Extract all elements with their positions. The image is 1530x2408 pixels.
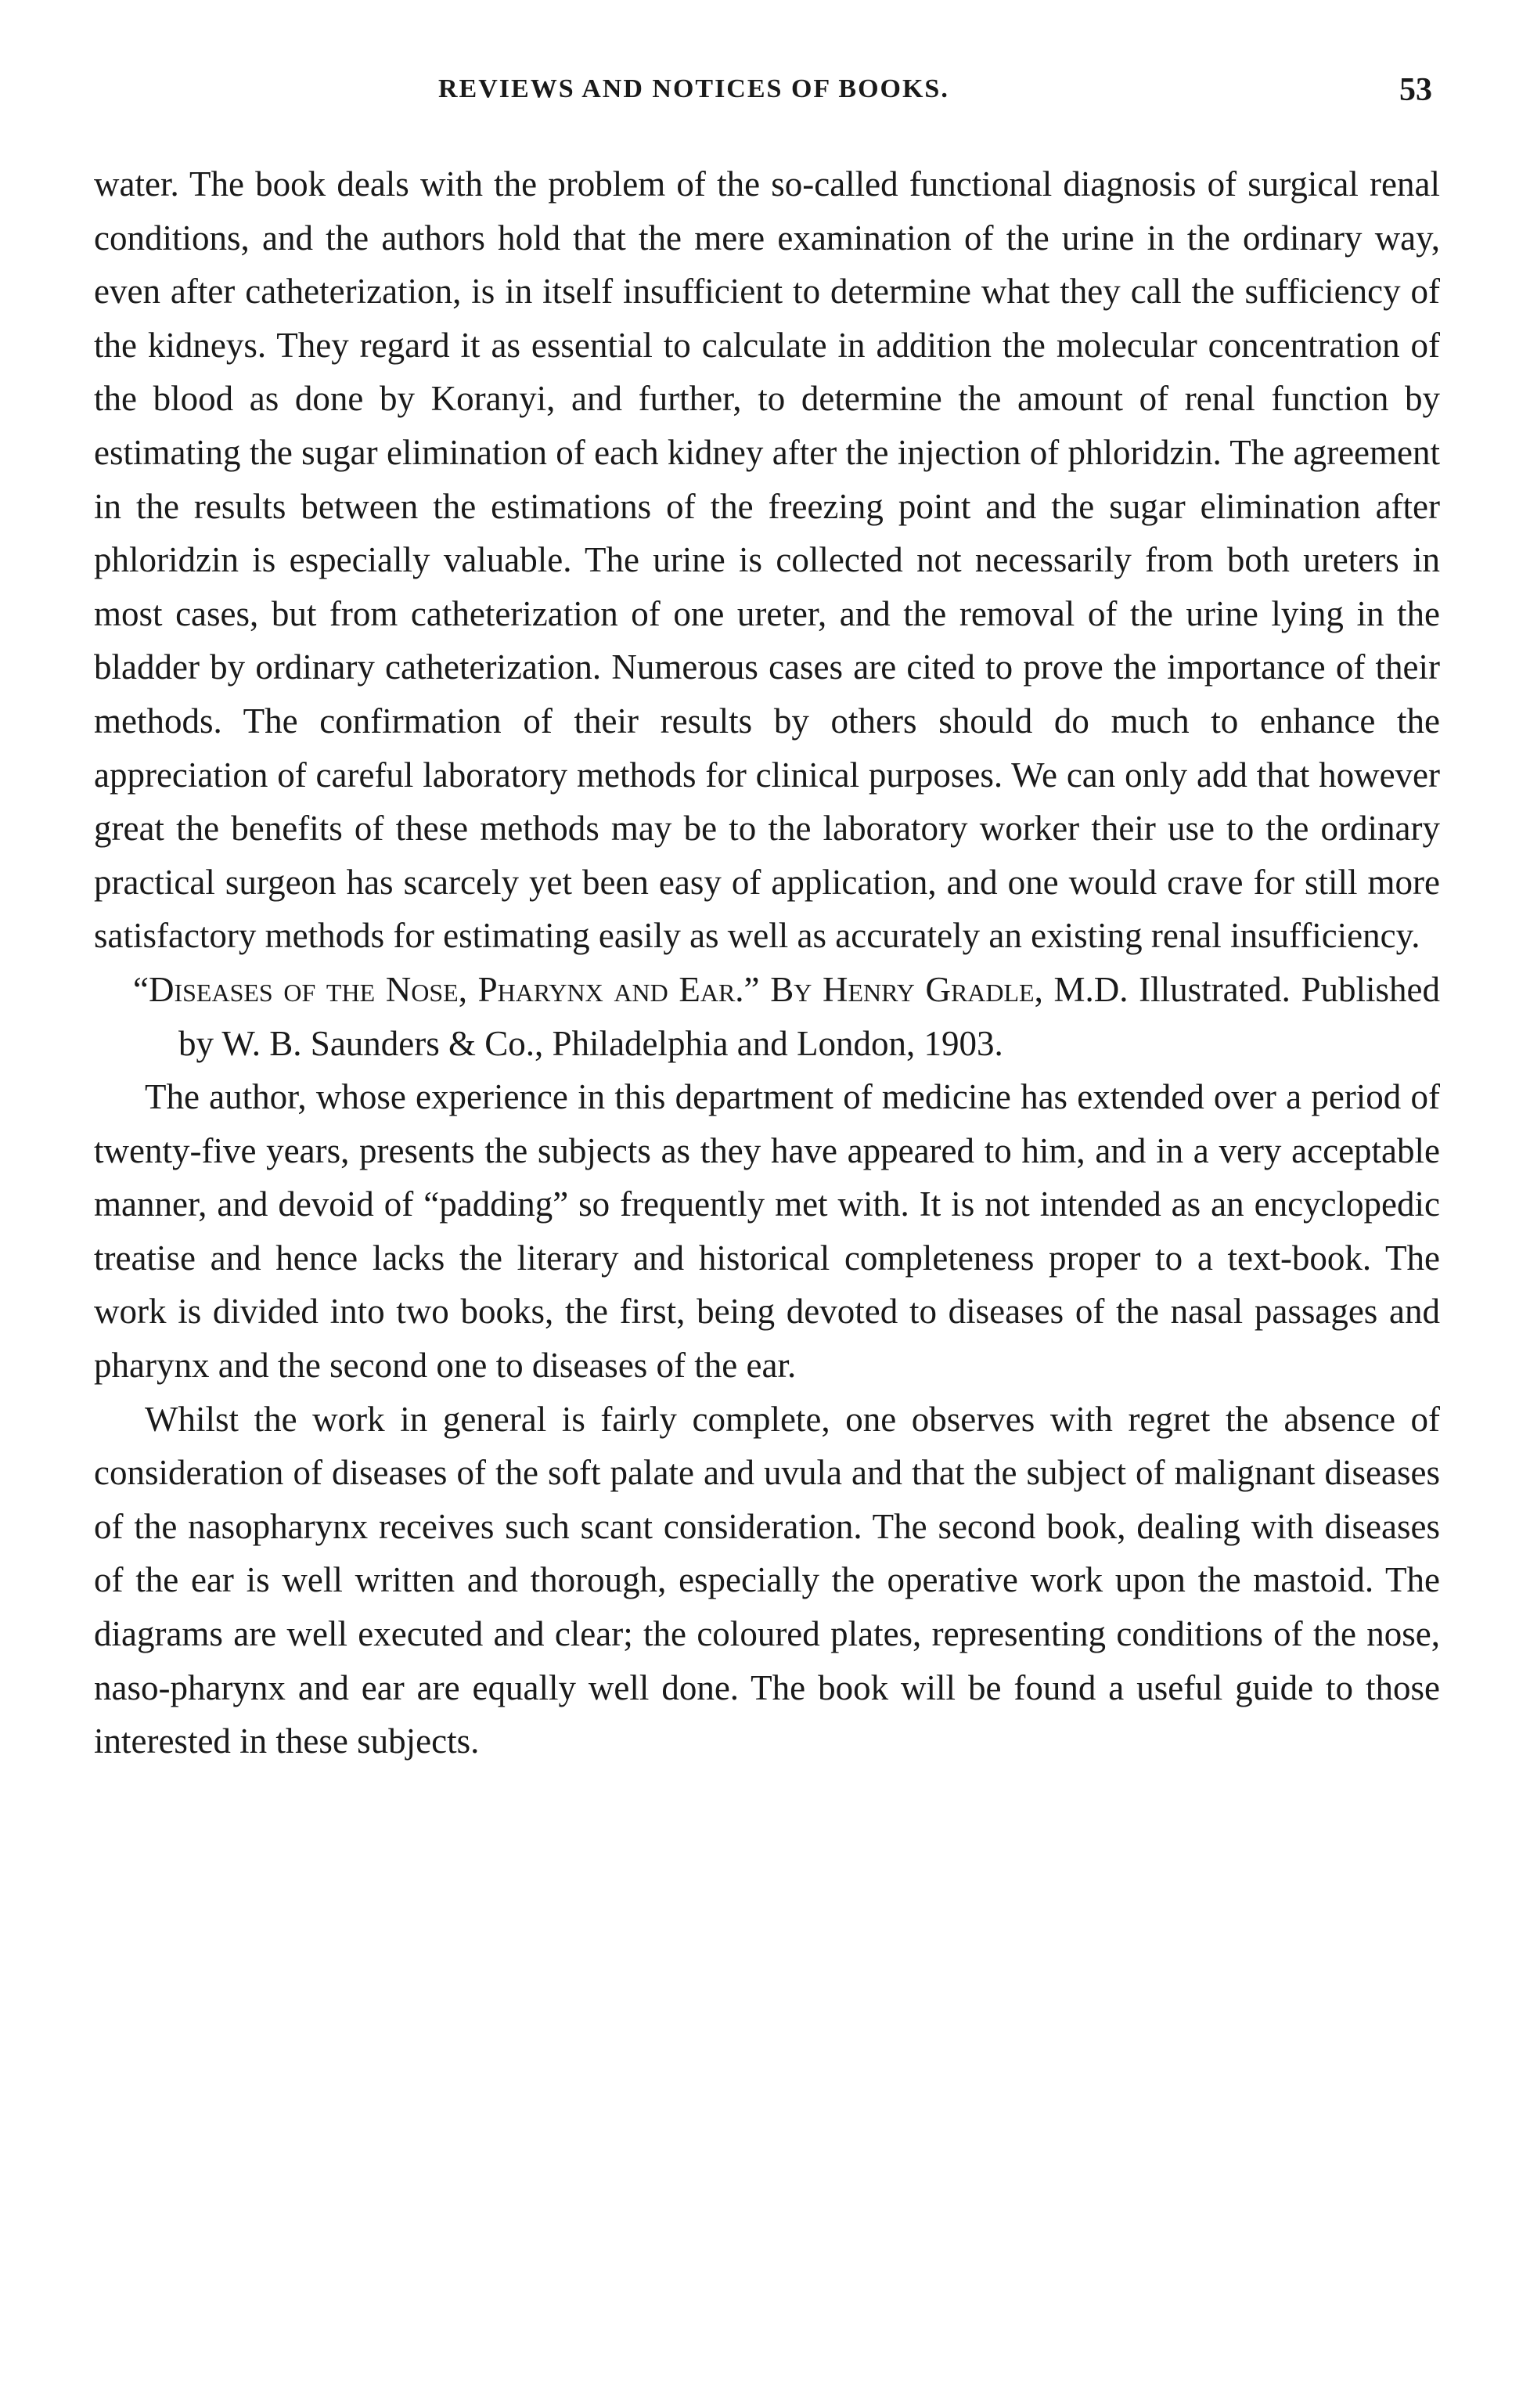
citation-details: M.D. Illustrated. Published by W. B. Saunders & Co., Philadelphia and London, 1903. bbox=[178, 969, 1441, 1063]
running-head bbox=[94, 74, 1440, 129]
page-number: 53 bbox=[1399, 72, 1432, 108]
review-paragraph-2: Whilst the work in general is fairly complete, one observes with regret the absence of consideration of diseases of the soft palate and uvula and that the subject of malignant diseases of the nasopharynx receives such scant consideration. The second book, dealing with diseases of the ear is well written and thorough, especially the operative work upon the mastoid. The diagrams are well executed and clear; the coloured plates, representing conditions of the nose, naso-pharynx and ear are equally well done. The book will be found a useful guide to those interested in these subjects. bbox=[94, 1399, 1440, 1761]
page-body bbox=[94, 157, 1440, 1768]
book-citation bbox=[94, 963, 1440, 1070]
citation-title: “Diseases of the Nose, Pharynx and Ear.” bbox=[133, 969, 760, 1009]
paragraph-continued: water. The book deals with the problem of the so-called functional diagnosis of surgical renal conditions, and the authors hold that the mere examination of the urine in the ordinary way, even after catheterization, is in itself insufficient to determine what they call the sufficiency of the kidneys. They regard it as essential to calculate in addition the molecular concentration of the blood as done by Koranyi, and further, to determine the amount of renal function by estimating the sugar elimination of each kidney after the injection of phloridzin. The agreement in the results between the estimations of the freezing point and the sugar elimination after phloridzin is especially valuable. The urine is collected not necessarily from both ureters in most cases, but from catheterization of one ureter, and the removal of the urine lying in the bladder by ordinary catheterization. Numerous cases are cited to prove the importance of their methods. The confirmation of their results by others should do much to enhance the appreciation of careful laboratory methods for clinical purposes. We can only add that however great the benefits of these methods may be to the laboratory worker their use to the ordinary practical surgeon has scarcely yet been easy of application, and one would crave for still more satisfactory methods for estimating easily as well as accurately an existing renal insufficiency. bbox=[94, 164, 1440, 956]
citation-author: By Henry Gradle, bbox=[770, 969, 1043, 1009]
review-paragraph-1: The author, whose experience in this department of medicine has extended over a period of twenty-five years, presents the subjects as they have appeared to him, and in a very acceptable manner, and devoid of “padding” so frequently met with. It is not intended as an encyclopedic treatise and hence lacks the literary and historical completeness proper to a text-book. The work is divided into two books, the first, being devoted to diseases of the nasal passages and pharynx and the second one to diseases of the ear. bbox=[94, 1077, 1440, 1386]
running-title: REVIEWS AND NOTICES OF BOOKS. bbox=[438, 74, 949, 103]
